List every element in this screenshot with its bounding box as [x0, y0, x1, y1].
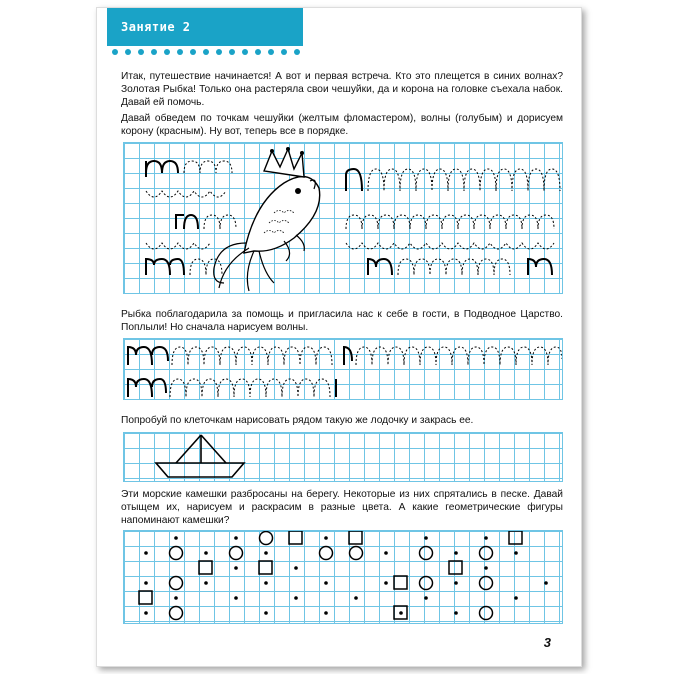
intro-paragraph: Итак, путешествие начинается! А вот и первая встреча. Кто это плещется в синих волнах? Золотая Рыбка! Только она растеряла свои чешуйки, да и корона на головке съехала набок. Давай ей помочь. — [121, 71, 563, 108]
instruction-paragraph-stones: Эти морские камешки разбросаны на берегу. Некоторые из них спрятались в песке. Давай отыщем их, нарисуем и раскрасим в разные цвета. А какие геометрические фигуры напоминают камешки? — [121, 489, 563, 526]
lesson-header — [107, 8, 303, 46]
stones-figures — [124, 531, 562, 623]
stones-grid[interactable] — [123, 530, 563, 624]
scales-grid[interactable] — [123, 142, 563, 294]
workbook-page — [96, 7, 582, 667]
page-number: 3 — [543, 635, 551, 650]
instruction-paragraph-scales: Давай обведем по точкам чешуйки (желтым фломастером), волны (голубым) и дорисуем корону (красным). Ну вот, теперь все в порядке. — [121, 113, 563, 137]
waves-tracing — [124, 339, 562, 399]
instruction-paragraph-boat: Попробуй по клеточкам нарисовать рядом такую же лодочку и закрась ее. — [121, 415, 474, 426]
lesson-title: Занятие 2 — [121, 20, 191, 34]
boat-grid[interactable] — [123, 432, 563, 482]
golden-fish-illustration — [124, 143, 562, 293]
waves-grid[interactable] — [123, 338, 563, 400]
header-pin-decoration — [107, 46, 303, 58]
instruction-paragraph-waves: Рыбка поблагодарила за помощь и пригласила нас к себе в гости, в Подводное Царство. Поплыли! Но сначала нарисуем волны. — [121, 309, 563, 333]
sailboat-illustration — [124, 433, 562, 481]
